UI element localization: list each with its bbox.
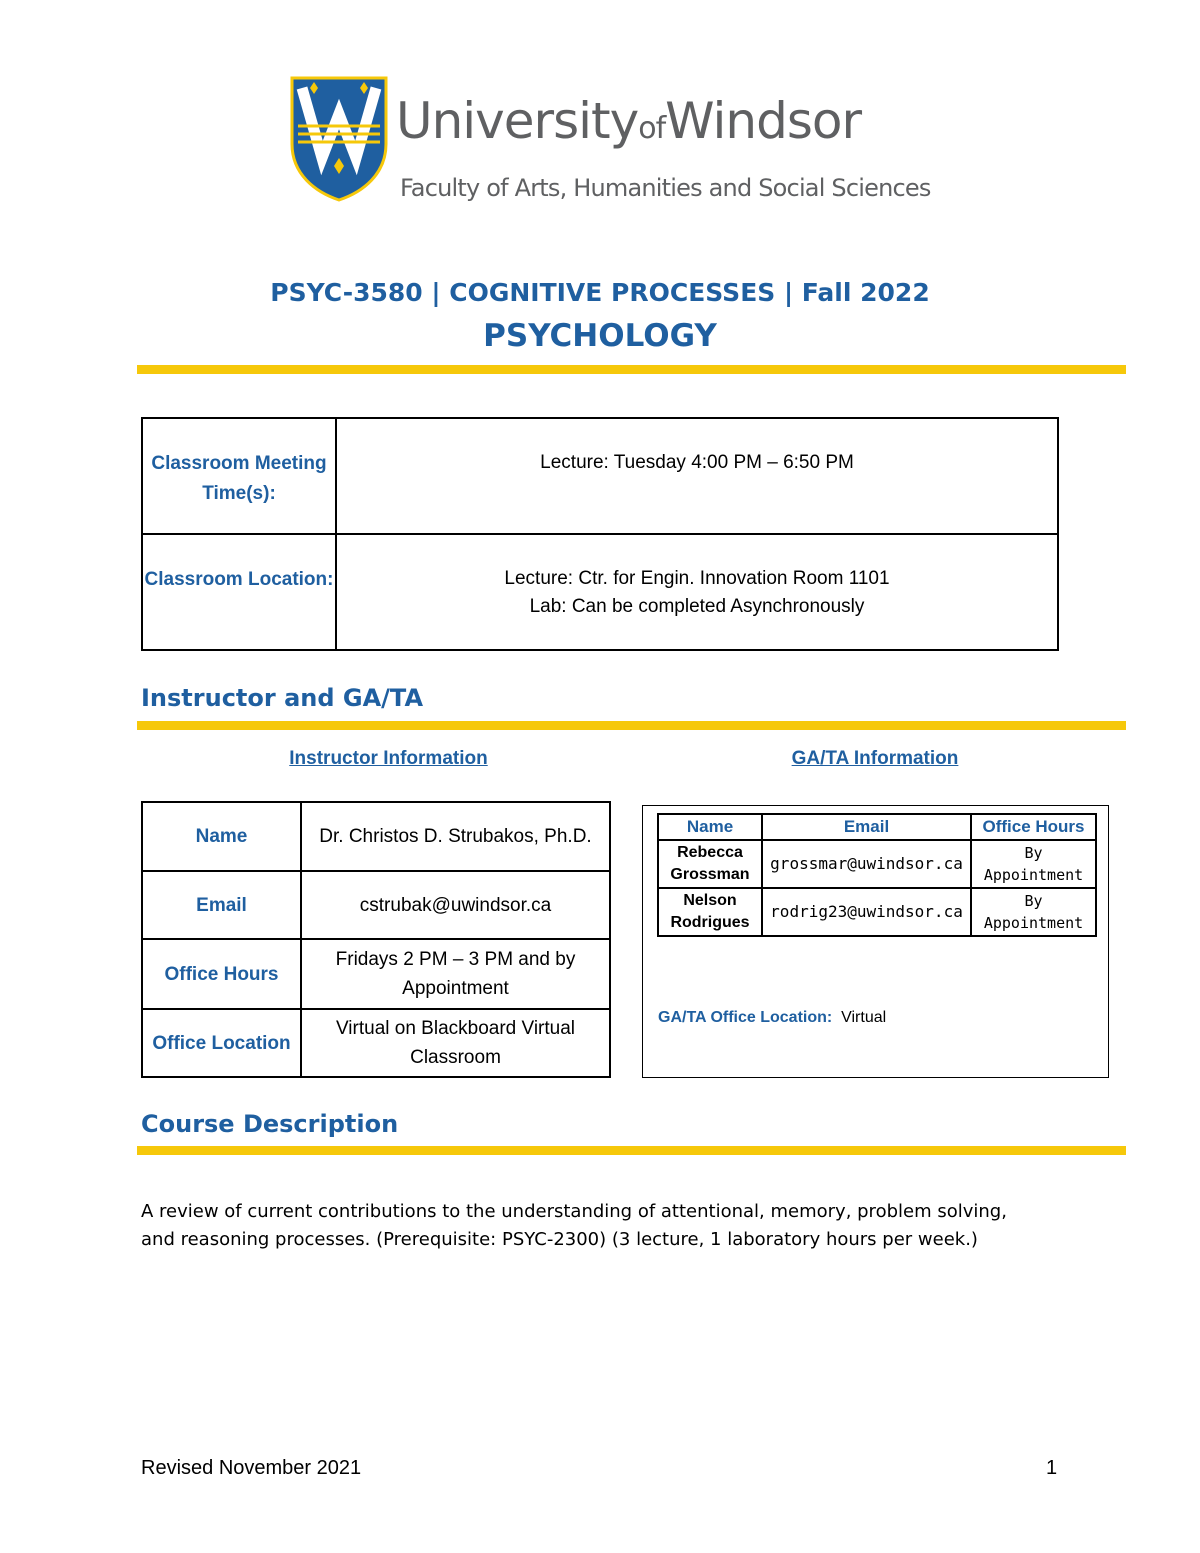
- department-title: PSYCHOLOGY: [483, 318, 717, 354]
- meeting-location-label: Classroom Location:: [142, 534, 336, 650]
- instructor-location-label: Office Location: [142, 1009, 301, 1077]
- university-wordmark: UniversityofWindsor: [396, 92, 862, 150]
- table-row: [142, 939, 610, 1009]
- table-row: [142, 871, 610, 939]
- table-row: [658, 840, 1096, 888]
- meeting-location-value: [336, 534, 1058, 650]
- gata-location-value: Virtual: [841, 1009, 887, 1026]
- gata-email[interactable]: grossmar@uwindsor.ca: [762, 840, 971, 888]
- course-description-heading: Course Description: [141, 1110, 399, 1138]
- university-crest-icon: [288, 74, 390, 202]
- faculty-name: Faculty of Arts, Humanities and Social Sciences: [400, 174, 931, 202]
- gata-email[interactable]: rodrig23@uwindsor.ca: [762, 888, 971, 936]
- gata-name: Nelson Rodrigues: [658, 888, 762, 936]
- table-row: [658, 888, 1096, 936]
- instructor-location-value: Virtual on Blackboard Virtual Classroom: [301, 1009, 610, 1077]
- instructor-section-heading: Instructor and GA/TA: [141, 684, 424, 712]
- instructor-name-label: Name: [142, 802, 301, 871]
- instructor-hours-value: Fridays 2 PM – 3 PM and by Appointment: [301, 939, 610, 1009]
- gata-hours: By Appointment: [971, 840, 1096, 888]
- gata-info-heading: GA/TA Information: [791, 748, 959, 769]
- meeting-time-row: [142, 418, 1058, 534]
- university-logo: [288, 74, 931, 204]
- gold-rule-divider: [137, 1146, 1126, 1155]
- meeting-location-row: [142, 534, 1058, 650]
- instructor-email-value[interactable]: cstrubak@uwindsor.ca: [301, 871, 610, 939]
- gata-office-location: [658, 1009, 886, 1027]
- gata-table: [657, 813, 1097, 937]
- gata-col-name: Name: [658, 814, 762, 840]
- table-row: [142, 802, 610, 871]
- meeting-time-label: Classroom Meeting Time(s):: [142, 418, 336, 534]
- lab-location: Lab: Can be completed Asynchronously: [529, 596, 865, 617]
- course-description-text: A review of current contributions to the understanding of attentional, memory, problem solving, and reasoning processes. (Prerequisite: PSYC-2300) (3 lecture, 1 laboratory hours per week.): [141, 1201, 1007, 1250]
- course-title: PSYC-3580 | COGNITIVE PROCESSES | Fall 2022: [270, 278, 930, 307]
- instructor-hours-label: Office Hours: [142, 939, 301, 1009]
- gold-rule-divider: [137, 365, 1126, 374]
- page-number: 1: [1046, 1457, 1058, 1479]
- lecture-location: Lecture: Ctr. for Engin. Innovation Room 1101: [504, 568, 890, 589]
- gata-hours: By Appointment: [971, 888, 1096, 936]
- gold-rule-divider: [137, 721, 1126, 730]
- instructor-name-value: Dr. Christos D. Strubakos, Ph.D.: [301, 802, 610, 871]
- revised-date: Revised November 2021: [141, 1457, 362, 1479]
- table-row: [142, 1009, 610, 1077]
- meeting-time-value: Lecture: Tuesday 4:00 PM – 6:50 PM: [336, 418, 1058, 534]
- meeting-info-table: [141, 417, 1059, 651]
- instructor-info-heading: Instructor Information: [289, 748, 488, 769]
- gata-name: Rebecca Grossman: [658, 840, 762, 888]
- gata-header-row: [658, 814, 1096, 840]
- instructor-table: [141, 801, 611, 1078]
- gata-location-label: GA/TA Office Location:: [658, 1009, 833, 1026]
- gata-col-hours: Office Hours: [971, 814, 1096, 840]
- instructor-email-label: Email: [142, 871, 301, 939]
- gata-info-box: [642, 805, 1109, 1078]
- gata-col-email: Email: [762, 814, 971, 840]
